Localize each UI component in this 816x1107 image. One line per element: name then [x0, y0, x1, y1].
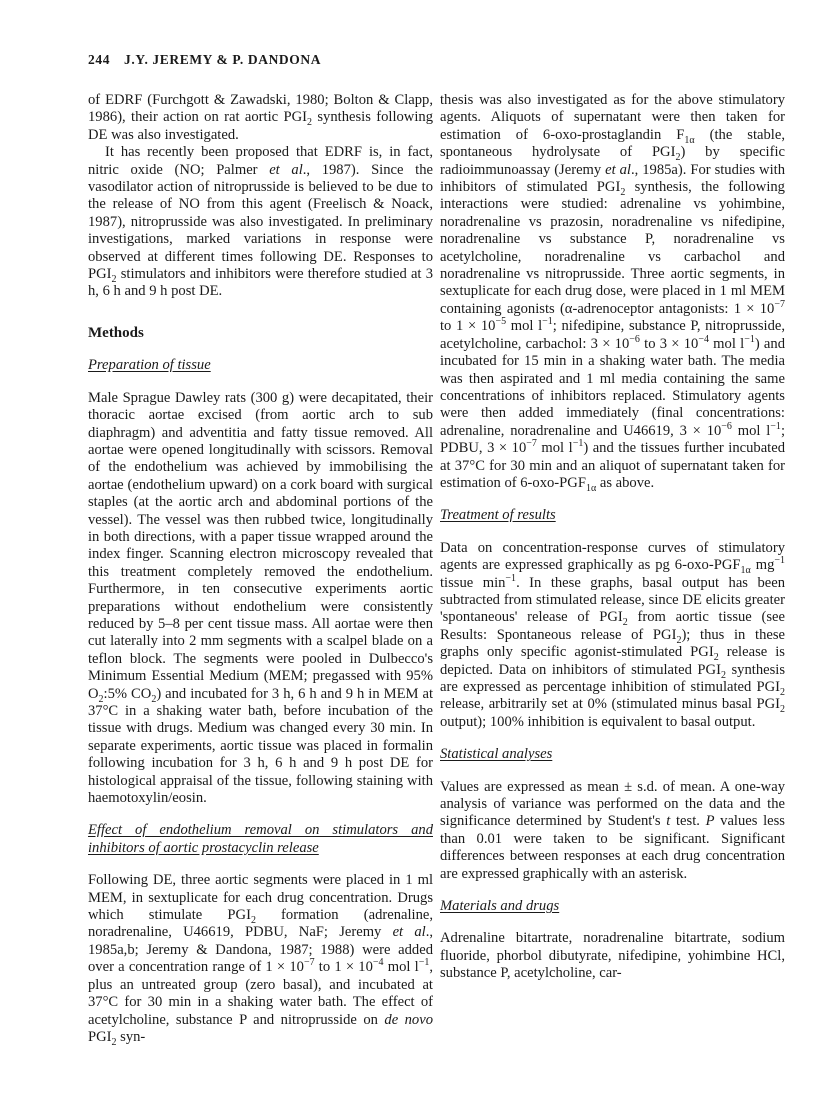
methods-heading: Methods	[88, 324, 144, 341]
paragraph-edrf: of EDRF (Furchgott & Zawadski, 1980; Bolton & Clapp, 1986), their action on rat aortic $PGI_2$ synthesis following DE was also investigated.	[88, 92, 433, 143]
statistics-heading: Statistical analyses	[440, 746, 553, 763]
right-column	[440, 92, 785, 983]
paragraph-effect: Following DE, three aortic segments were placed in 1 ml MEM, in sextuplicate for each drug concentration. Drugs which stimulate $PGI_2$ formation (adrenaline, noradrenaline, U46619, PDBU, NaF; Jeremy et al., 1985a,b; Jeremy & Dandona, 1987; 1988) were added over a concentration range of $1 \times 10^{-7}$ to $1 \times 10^{-4}$ mol $l^{-1}$, plus an untreated group (zero basal), and incubated at 37°C for 30 min in a shaking water bath. The effect of acetylcholine, substance P and nitroprusside on de novo $PGI_2$ syn-	[88, 872, 434, 1048]
paragraph-nitric-oxide: It has recently been proposed that EDRF is, in fact, nitric oxide (NO; Palmer et al., 1987). Since the vasodilator action of nitroprusside is believed to be due to the release of NO from this agent (Freelisch & Noack, 1987), nitroprusside was also investigated. In preliminary investigations, marked variations in response were observed at different times following DE. Responses to $PGI_2$ stimulators and inhibitors were therefore studied at 3 h, 6 h and 9 h post DE.	[88, 144, 433, 300]
effect-heading: Effect of endothelium removal on stimulators and inhibitors of aortic prostacyclin release	[88, 822, 433, 856]
paragraph-synthesis: thesis was also investigated as for the above stimulatory agents. Aliquots of supernatant were then taken for estimation of 6-oxo-prostaglandin $F_{1\alpha}$ (the stable, spontaneous hydrolysate of $PGI_2$) by specific radioimmunoassay (Jeremy et al., 1985a). For studies with inhibitors of stimulated $PGI_2$ synthesis, the following interactions were studied: adrenaline vs yohimbine, noradrenaline vs prazosin, noradrenaline vs nifedipine, noradrenaline vs substance P, noradrenaline vs acetylcholine, noradrenaline vs carbachol and noradrenaline vs nitroprusside. Three aortic segments, in sextuplicate for each drug dose, were placed in 1 ml MEM containing agonists (α-adrenoceptor antagonists: $1 \times 10^{-7}$ to $1 \times 10^{-5}$ mol $l^{-1}$; nifedipine, substance P, nitroprusside, acetylcholine, carbachol: $3 \times 10^{-6}$ to $3 \times 10^{-4}$ mol $l^{-1}$) and incubated for 15 min in a shaking water bath. The media was then aspirated and 1 ml media containing the same concentrations of inhibitors replaced. Stimulatory agents were then added immediately (final concentrations: adrenaline, noradrenaline and U46619, $3 \times 10^{-6}$ mol $l^{-1}$; PDBU, $3 \times 10^{-7}$ mol $l^{-1}$) and the tissues further incubated at 37°C for 30 min and an aliquot of supernatant taken for estimation of $6-oxo-PGF_{1\alpha}$ as above.	[440, 92, 786, 494]
paragraph-materials: Adrenaline bitartrate, noradrenaline bitartrate, sodium fluoride, phorbol dibutyrate, nifedipine, yohimbine HCl, substance P, acetylcholine, car-	[440, 930, 785, 982]
paragraph-preparation: Male Sprague Dawley rats (300 g) were decapitated, their thoracic aortae excised (from aortic arch to sub diaphragm) and adventitia and fatty tissue removed. All aortae were opened longitudinally with scissors. Removal of the endothelium was achieved by immobilising the aortae (endothelium upward) on a cork board with surgical staples (at the aortic arch and abdominal portions of the vessel). The vessel was then rubbed twice, longitudinally in both directions, with a paper tissue wrapped around the index finger. Scanning electron microscopy revealed that this treatment completely removed the endothelium. Furthermore, in ten consecutive experiments aortic preparations without endothelium were consistently reduced by 5–8 per cent tissue mass. All aortae were then cut laterally into 2 mm segments with a scalpel blade on a teflon block. The segments were pooled in Dulbecco's Minimum Essential Medium (MEM; pregassed with 95% $O_2:5\%$ $CO_2$) and incubated for 3 h, 6 h and 9 h in MEM at 37°C in a shaking water bath, before incubation of the tissue with drugs. Medium was changed every 30 min. In separate experiments, aortic tissue was placed in formalin following incubation for 3 h, 6 h and 9 h post DE for histological appraisal of the tissue, following staining with haemotoxylin/eosin.	[88, 389, 433, 807]
left-column	[88, 92, 433, 1046]
materials-heading: Materials and drugs	[440, 898, 560, 915]
page-number: 244	[88, 52, 111, 67]
paragraph-treatment: Data on concentration-response curves of stimulatory agents are expressed graphically as pg $6-oxo-PGF_{1\alpha}$ $mg^{-1}$ tissue $\min^{-1}$. In these graphs, basal output has been subtracted from stimulated release, since DE elicits greater 'spontaneous' release of $PGI_2$ from aortic tissue (see Results: Spontaneous release of $PGI_2$); thus in these graphs only specific agonist-stimulated $PGI_2$ release is depicted. Data on inhibitors of stimulated $PGI_2$ synthesis are expressed as percentage inhibition of stimulated $PGI_2$ release, arbitrarily set at 0% (stimulated minus basal $PGI_2$ output); 100% inhibition is equivalent to basal output.	[440, 539, 786, 730]
preparation-heading: Preparation of tissue	[88, 357, 211, 374]
running-head	[88, 52, 321, 68]
running-head-authors: J.Y. JEREMY & P. DANDONA	[124, 52, 322, 67]
treatment-heading: Treatment of results	[440, 507, 556, 524]
paragraph-statistics: Values are expressed as mean ± s.d. of mean. A one-way analysis of variance was performed on the data and the significance determined by Student's t test. P values less than 0.01 were taken to be significant. Significant differences between responses at each drug concentration are expressed graphically with an asterisk.	[440, 778, 785, 882]
